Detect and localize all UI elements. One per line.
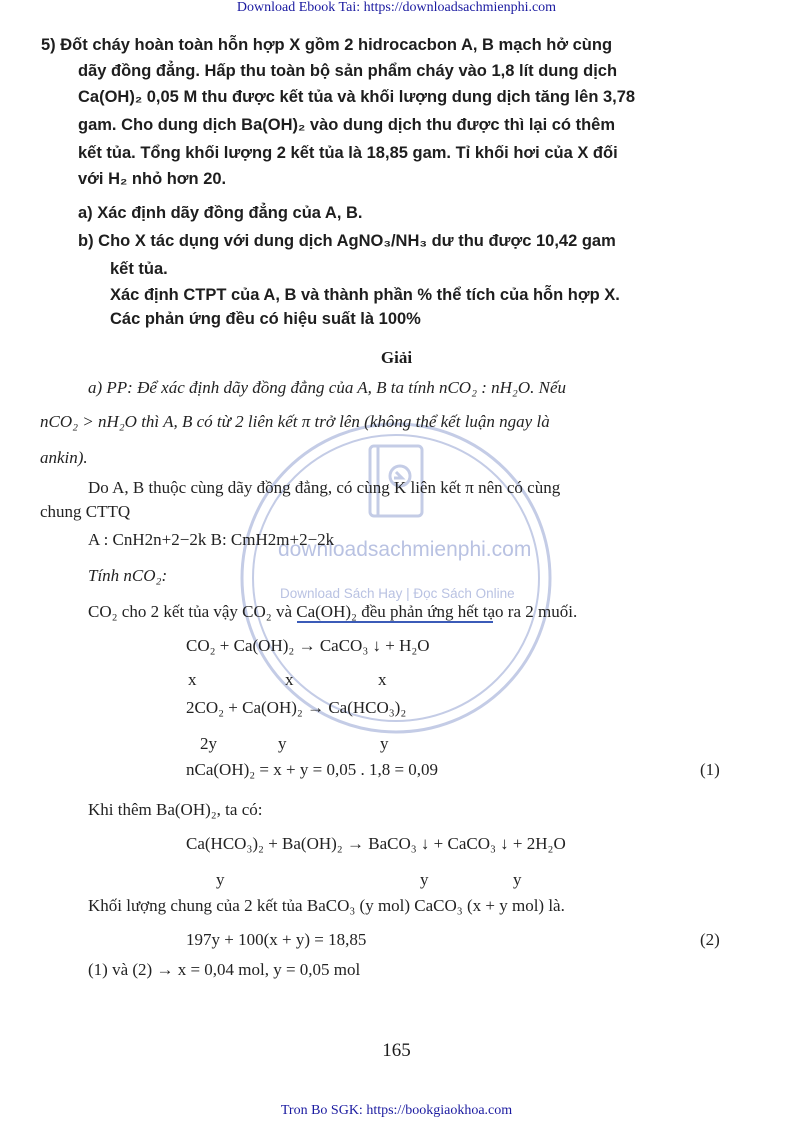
eq3-number: (1) [700, 760, 720, 779]
equation-3: nCa(OH)₂ = x + y = 0,05 . 1,8 = 0,09 [186, 760, 439, 779]
method-line-2: nCO₂ > nH₂O thì A, B có từ 2 liên kết π trở lên (không thể kết luận ngay là [40, 412, 550, 431]
co2-statement: CO₂ cho 2 kết tủa vậy CO₂ và Ca(OH)₂ đều phản ứng hết tạo ra 2 muối. [88, 602, 578, 621]
equation-2: 2CO₂ + Ca(OH)₂ → Ca(HCO₃)₂ [186, 698, 407, 717]
eq5-number: (2) [700, 930, 720, 949]
problem-line-5: kết tủa. Tổng khối lượng 2 kết tủa là 18,85 gam. Tỉ khối hơi của X đối [78, 144, 618, 162]
eq2-mol-co2: 2y [200, 734, 217, 753]
watermark-site: downloadsachmienphi.com [278, 538, 532, 561]
problem-line-4: gam. Cho dung dịch Ba(OH)₂ vào dung dịch thu được thì lại có thêm [78, 116, 616, 134]
khi-them-line: Khi thêm Ba(OH)₂, ta có: [88, 800, 263, 819]
method-line-3: ankin). [40, 448, 88, 467]
eq2-mol-cahco3: y [380, 734, 389, 753]
eq4-mol-cahco3: y [216, 870, 225, 889]
eq2-mol-caoh2: y [278, 734, 287, 753]
eq1-mol-caoh2: x [285, 670, 294, 689]
question-a: a) Xác định dãy đồng đẳng của A, B. [78, 204, 363, 222]
general-formulas: A : CnH2n+2−2k B: CmH2m+2−2k [88, 530, 335, 549]
eq1-mol-caco3: x [378, 670, 387, 689]
tinh-label: Tính nCO₂: [88, 566, 168, 585]
method-line-1: a) PP: Để xác định dãy đồng đẳng của A, B ta tính nCO₂ : nH₂O. Nếu [88, 378, 566, 397]
equation-1: CO₂ + Ca(OH)₂ → CaCO₃ ↓ + H₂O [186, 636, 430, 655]
solution-title: Giải [380, 348, 413, 367]
question-b-line-3: Xác định CTPT của A, B và thành phần % thể tích của hỗn hợp X. [110, 286, 620, 304]
para-line-1: Do A, B thuộc cùng dãy đồng đẳng, có cùng K liên kết π nên có cùng [88, 478, 561, 497]
question-b-line-2: kết tủa. [110, 260, 168, 278]
eq1-mol-co2: x [188, 670, 197, 689]
question-b-line-1: b) Cho X tác dụng với dung dịch AgNO₃/NH₃ dư thu được 10,42 gam [78, 232, 616, 250]
underline-mark [297, 621, 493, 623]
eq4-mol-baco3: y [420, 870, 429, 889]
problem-line-6: với H₂ nhỏ hơn 20. [78, 170, 227, 188]
problem-line-3: Ca(OH)₂ 0,05 M thu được kết tủa và khối lượng dung dịch tăng lên 3,78 [78, 88, 636, 106]
result-line: (1) và (2) → x = 0,04 mol, y = 0,05 mol [88, 960, 361, 979]
problem-line-2: dãy đồng đẳng. Hấp thu toàn bộ sản phẩm cháy vào 1,8 lít dung dịch [78, 62, 618, 80]
equation-4: Ca(HCO₃)₂ + Ba(OH)₂ → BaCO₃ ↓ + CaCO₃ ↓ + 2H₂O [186, 834, 566, 853]
question-b-line-4: Các phản ứng đều có hiệu suất là 100% [110, 310, 421, 328]
para-line-2: chung CTTQ [40, 502, 131, 521]
khoi-luong-line: Khối lượng chung của 2 kết tủa BaCO₃ (y mol) CaCO₃ (x + y mol) là. [88, 896, 565, 915]
footer-sgk-link[interactable]: Tron Bo SGK: https://bookgiaokhoa.com [280, 1103, 513, 1118]
problem-line-1: 5) Đốt cháy hoàn toàn hỗn hợp X gồm 2 hidrocacbon A, B mạch hở cùng [41, 36, 613, 54]
eq4-mol-caco3: y [513, 870, 522, 889]
equation-5: 197y + 100(x + y) = 18,85 [186, 930, 367, 949]
header-download-link[interactable]: Download Ebook Tai: https://downloadsachmienphi.com [236, 0, 557, 15]
watermark-tagline: Download Sách Hay | Đọc Sách Online [280, 586, 515, 601]
page-number: 165 [382, 1040, 411, 1061]
